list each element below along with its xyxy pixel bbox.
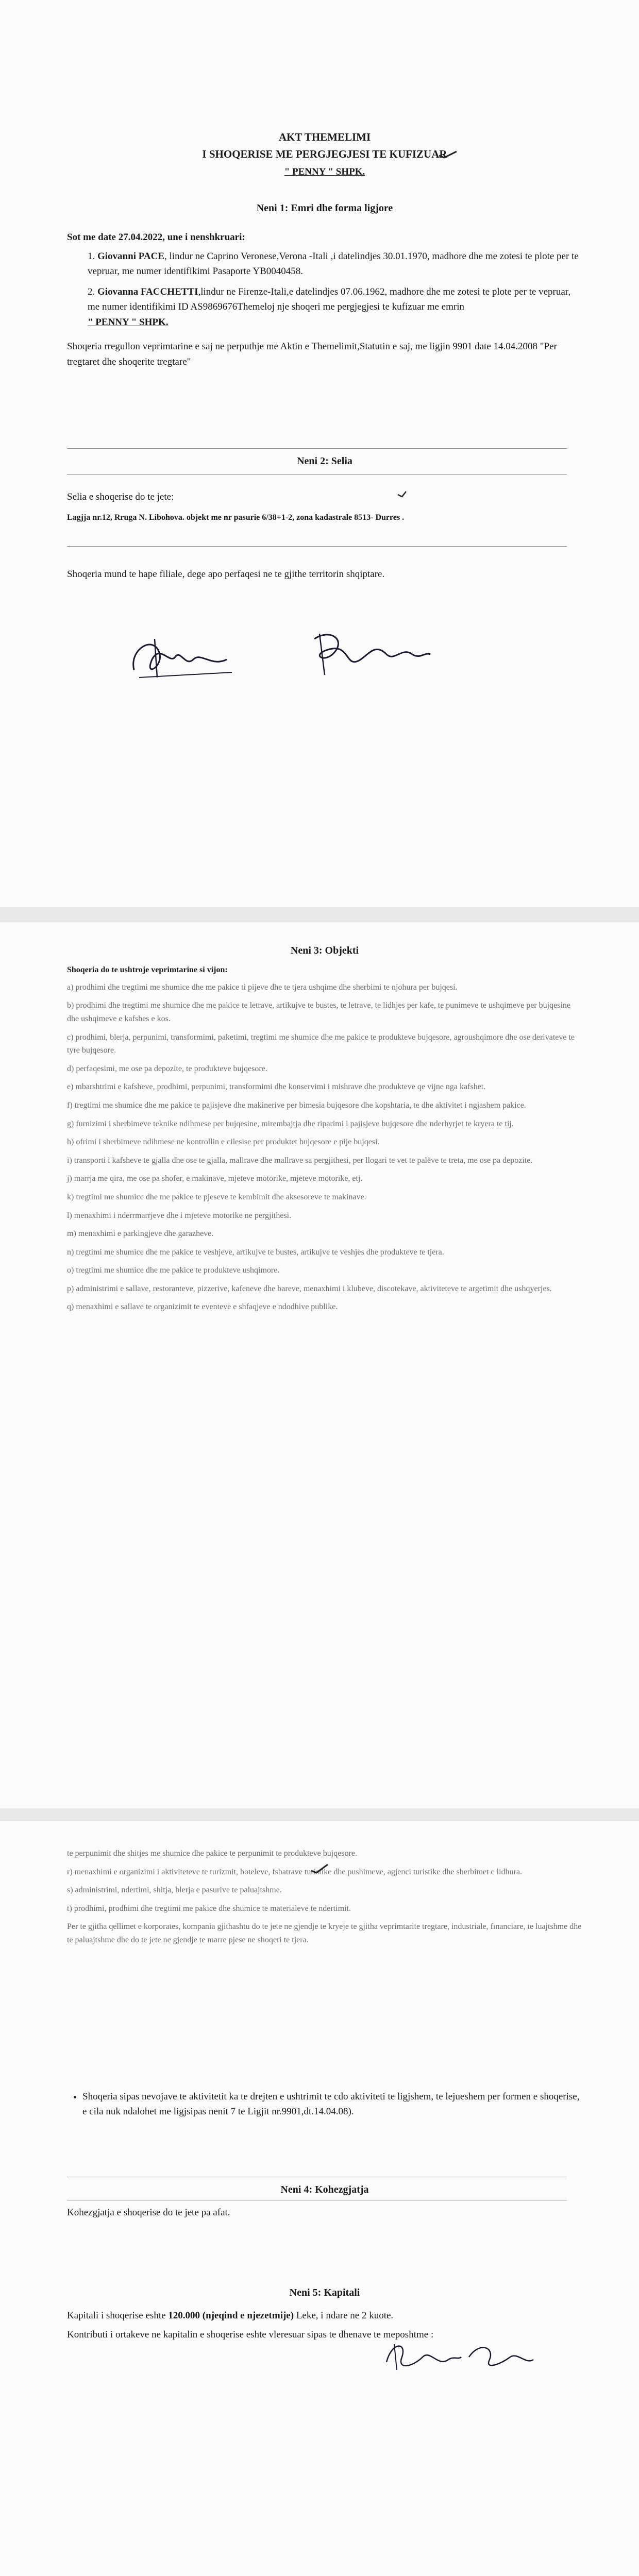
intro-line: Sot me date 27.04.2022, une i nenshkruari:	[67, 231, 245, 243]
duration-text: Kohezgjatja e shoqerise do te jete pa afat.	[67, 2207, 230, 2218]
n2-block	[67, 453, 582, 469]
page1-content	[67, 129, 582, 374]
page-2	[0, 922, 639, 1808]
founder-1-text: , lindur ne Caprino Veronese,Verona -Itali ,i datelindjes 30.01.1970, madhore dhe me zotesi te plote per te vepruar, me numer identifikimi Pasaporte YB0040458.	[88, 250, 579, 277]
contrib-text: Kontributi i ortakeve ne kapitalin e shoqerise eshte vleresuar sipas te dhenave te meposhtme :	[67, 2329, 434, 2341]
object-item: r) menaxhimi e organizimi i aktiviteteve te turizmit, hoteleve, fshatrave turistike dhe pushimeve, agjenci turistike dhe sherbimet e lidhura.	[67, 1867, 522, 1876]
doc-title-line1: AKT THEMELIMI	[278, 131, 371, 143]
object-item: m) menaxhimi e parkingjeve dhe garazheve.	[67, 1229, 214, 1239]
object-item: f) tregtimi me shumice dhe me pakice te pajisjeve dhe makinerive per bimesia bujqesore dhe kopshtaria, te dhe aktivitet i ngjashem pakice.	[67, 1100, 526, 1110]
object-item: o) tregtimi me shumice dhe me pakice te produkteve ushqimore.	[67, 1266, 280, 1275]
object-item: b) prodhimi dhe tregtimi me shumice dhe me pakice te letrave, artikujve te bustes, te letrave, te lidhjes per kafe, te punimeve te ushqimeve per bujqesine dhe ushqimeve e kafshes e kos.	[67, 1001, 570, 1023]
object-item: j) marrja me qira, me ose pa shofer, e makinave, mjeteve motorike, mjeteve motorike, etj.	[67, 1174, 363, 1183]
founder-2-name: Giovanna FACCHETTI	[97, 286, 198, 297]
pen-mark-p3	[309, 1862, 330, 1875]
bullet-item: • Shoqeria sipas nevojave te aktivitetit ka te drejten e ushtrimit te cdo aktiviteti te ligjshem, te lejueshem per formen e shoqerise, e cila nuk ndalohet me ligjsipas nenit 7 te Ligjit nr.9901,dt.14.04.08).	[82, 2089, 582, 2120]
bullet-list	[67, 2089, 582, 2120]
object-item: c) prodhimi, blerja, perpunimi, transformimi, paketimi, tregtimi me shumice dhe me pakice te produkteve bujqesore, agroushqimore dhe ose derivateve te tyre bujqesore.	[67, 1032, 575, 1055]
capital-amount: 120.000 (njeqind e njezetmije)	[168, 2310, 294, 2321]
page3-content	[67, 1847, 582, 1952]
bullet-block	[67, 2089, 582, 2120]
founder-2-text: ,lindur ne Firenze-Itali,e datelindjes 07.06.1962, madhore dhe me zotesi te plote per te vepruar, me numer identifikimi ID AS9869676Themeloj nje shoqeri me pergjegjesi te kufizuar me emrin	[88, 286, 571, 313]
object-items	[67, 981, 582, 1314]
pen-tick-mark	[438, 149, 459, 160]
n5-heading: Neni 5: Kapitali	[289, 2287, 360, 2298]
seat-label: Selia e shoqerise do te jete:	[67, 492, 174, 502]
general-clause: Per te gjitha qellimet e korporates, kompania gjithashtu do te jete ne gjendje te kryeje te gjitha veprimtarite tregtare, industriale, financiare, te luajtshme dhe te paluajtshme dhe do te jete ne gjendje te marre pjese ne shoqeri te tjera.	[67, 1922, 582, 1944]
divider-3	[67, 546, 567, 547]
regulation-text: Shoqeria rregullon veprimtarine e saj ne perputhje me Aktin e Themelimit,Statutin e saj, me ligjin 9901 date 14.04.2008 "Per tregtaret dhe shoqerite tregtare"	[67, 341, 557, 367]
seat-block	[67, 489, 582, 529]
pen-mark-small	[397, 490, 407, 498]
capital-text-a: Kapitali i shoqerise eshte	[67, 2310, 169, 2321]
founder-1-num: 1.	[88, 250, 95, 262]
object-item: g) furnizimi i sherbimeve teknike ndihmese per bujqesine, mirembajtja dhe riparimi i pajisjeve bujqesore dhe nderhyrjet te kryera te tij.	[67, 1119, 514, 1128]
page-3	[0, 1821, 639, 2576]
n3-heading: Neni 3: Objekti	[290, 945, 359, 956]
object-item: l) menaxhimi i nderrmarrjeve dhe i mjeteve motorike ne pergjithesi.	[67, 1211, 292, 1220]
founder-2-num: 2.	[88, 286, 95, 297]
object-item: t) prodhimi, prodhimi dhe tregtimi me pakice dhe shumice te materialeve te ndertimit.	[67, 1904, 351, 1913]
founder-2	[67, 284, 582, 330]
founder-2-company: " PENNY " SHPK.	[88, 316, 169, 328]
object-item: a) prodhimi dhe tregtimi me shumice dhe me pakice ti pijeve dhe te tjera ushqime dhe sherbimi te njohura per bujqesi.	[67, 982, 458, 992]
branches-block	[67, 567, 582, 586]
capital-text	[67, 2308, 582, 2323]
signature-1-p3	[381, 2336, 464, 2372]
object-item: n) tregtimi me shumice dhe me pakice te veshjeve, artikujve te bustes, artikujve te veshjes dhe produkteve te tjera.	[67, 1247, 444, 1257]
object-item: p) administrimi e sallave, restoranteve, pizzerive, kafeneve dhe bareve, menaxhimi i klubeve, discotekave, aktiviteteve te argetimit dhe ushqyerjes.	[67, 1284, 552, 1293]
object-item: k) tregtimi me shumice dhe me pakice te pjeseve te kembimit dhe aksesoreve te makinave.	[67, 1192, 366, 1201]
page-1	[0, 0, 639, 907]
object-item: te perpunimit dhe shitjes me shumice dhe pakice te perpunimit te produkteve bujqesore.	[67, 1849, 357, 1858]
duration-block	[67, 2205, 582, 2224]
object-item: e) mbarshtrimi e kafsheve, prodhimi, perpunimi, transformimi dhe konservimi i mishrave dhe produkteve qe vijne nga kafshet.	[67, 1082, 486, 1092]
signature-1-p1	[124, 629, 237, 685]
signature-2-p1	[299, 623, 433, 680]
seat-address: Lagjja nr.12, Rruga N. Libohova. objekt me nr pasurie 6/38+1-2, zona kadastrale 8513- Durres .	[67, 513, 405, 522]
object-item: d) perfaqesimi, me ose pa depozite, te produkteve bujqesore.	[67, 1064, 267, 1073]
doc-title-line2: I SHOQERISE ME PERGJEGJESI TE KUFIZUAR	[202, 147, 447, 160]
divider-1	[67, 448, 567, 449]
object-item: i) transporti i kafsheve te gjalla dhe ose te gjalla, mallrave dhe mallrave sa pergjithesi, per llogari te vet te palëve te treta, me ose pa depozite.	[67, 1156, 533, 1165]
object-item: h) ofrimi i sherbimeve ndihmese ne kontrollin e cilesise per produktet bujqesore e pije bujqesi.	[67, 1138, 380, 1147]
n4-heading: Neni 4: Kohezgjatja	[280, 2184, 369, 2195]
object-item: q) menaxhimi e sallave te organizimit te eventeve e shfaqjeve e ndodhive publike.	[67, 1302, 338, 1312]
branches-text: Shoqeria mund te hape filiale, dege apo perfaqesi ne te gjithe territorin shqiptare.	[67, 569, 385, 580]
page2-content	[67, 943, 582, 1319]
founder-1	[67, 249, 582, 279]
founder-1-name: Giovanni PACE	[97, 250, 165, 262]
object-item: s) administrimi, ndertimi, shitja, blerja e pasurive te paluajtshme.	[67, 1886, 282, 1895]
signature-2-p3	[464, 2336, 536, 2372]
object-intro: Shoqeria do te ushtroje veprimtarine si vijon:	[67, 965, 228, 974]
n2-heading: Neni 2: Selia	[297, 455, 352, 467]
capital-text-b: Leke, i ndare ne 2 kuote.	[294, 2310, 394, 2321]
company-name: " PENNY " SHPK.	[284, 166, 365, 178]
n4-block	[67, 2182, 582, 2198]
n1-heading: Neni 1: Emri dhe forma ligjore	[256, 202, 393, 214]
